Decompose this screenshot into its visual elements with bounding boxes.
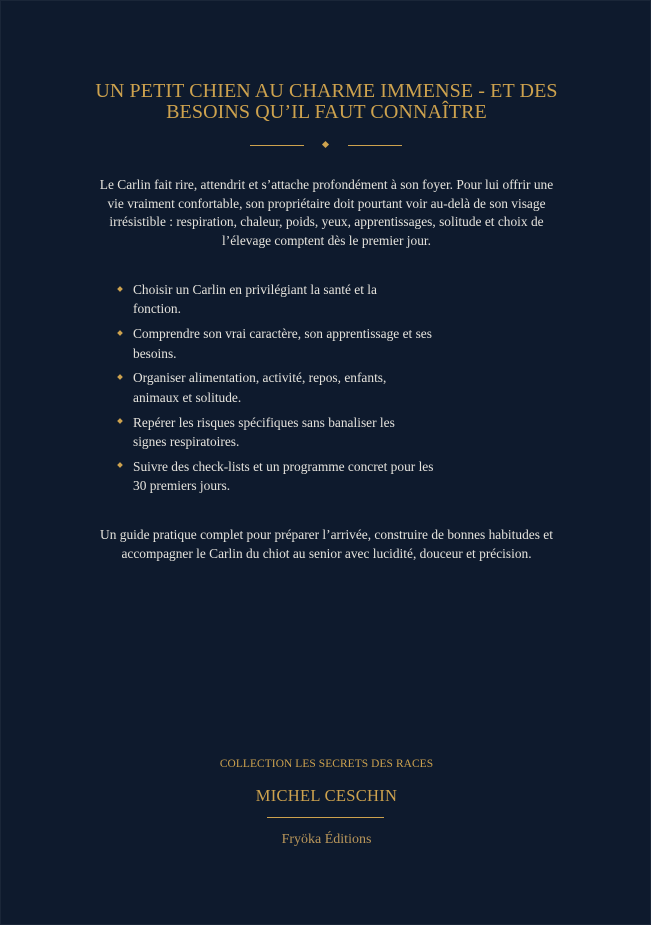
intro-line-1: Le Carlin fait rire, attendrit et s’attache profondément à son foyer. Pour lui offrir une	[99, 177, 554, 192]
diamond-ornament-icon	[322, 141, 329, 148]
outro-line-2: accompagner le Carlin du chiot au senior avec lucidité, douceur et précision.	[121, 546, 532, 561]
headline-line-2: BESOINS QU’IL FAUT CONNAÎTRE	[166, 101, 487, 123]
bullet-text-line-1: Choisir un Carlin en privilégiant la santé et la	[133, 282, 377, 297]
bullet-list	[115, 280, 455, 501]
list-item	[115, 457, 455, 496]
diamond-bullet-icon	[117, 286, 123, 292]
bullet-text-line-1: Repérer les risques spécifiques sans banaliser les	[133, 414, 395, 430]
publisher-name: Fryöka Éditions	[281, 832, 372, 847]
diamond-bullet-icon	[117, 374, 123, 380]
list-item	[115, 368, 455, 407]
list-item	[115, 413, 455, 452]
ornament-divider	[1, 139, 651, 151]
list-item	[115, 280, 455, 319]
collection-name: COLLECTION LES SECRETS DES RACES	[219, 758, 434, 770]
bullet-text-line-2: signes respiratoires.	[133, 434, 240, 450]
bullet-text-line-1: Comprendre son vrai caractère, son apprentissage et ses	[133, 326, 432, 342]
intro-paragraph	[81, 176, 572, 250]
intro-line-2: vie vraiment confortable, son propriétaire doit pourtant voir au-delà de son visage	[107, 195, 546, 211]
author-divider	[267, 817, 384, 818]
author-name: MICHEL CESCHIN	[255, 786, 398, 805]
outro-paragraph	[81, 525, 572, 563]
diamond-bullet-icon	[117, 462, 123, 468]
list-item	[115, 324, 455, 363]
bullet-text-line-2: besoins.	[133, 345, 177, 361]
intro-line-3: irrésistible : respiration, chaleur, poids, yeux, apprentissages, solitude et choix de	[109, 214, 544, 230]
ornament-line-right	[348, 145, 402, 146]
ornament-line-left	[250, 145, 304, 146]
outro-line-1: Un guide pratique complet pour préparer l’arrivée, construire de bonnes habitudes et	[100, 527, 553, 542]
bullet-text-line-2: 30 premiers jours.	[133, 478, 231, 494]
bullet-text-line-2: animaux et solitude.	[133, 389, 242, 405]
bullet-text-line-2: fonction.	[133, 301, 181, 317]
intro-line-4: l’élevage comptent dès le premier jour.	[222, 232, 431, 248]
headline-line-1: UN PETIT CHIEN AU CHARME IMMENSE - ET DES	[95, 80, 558, 102]
diamond-bullet-icon	[117, 330, 123, 336]
diamond-bullet-icon	[117, 418, 123, 424]
headline	[61, 81, 592, 123]
bullet-text-line-1: Organiser alimentation, activité, repos, enfants,	[133, 370, 387, 386]
bullet-text-line-1: Suivre des check-lists et un programme concret pour les	[133, 458, 434, 474]
